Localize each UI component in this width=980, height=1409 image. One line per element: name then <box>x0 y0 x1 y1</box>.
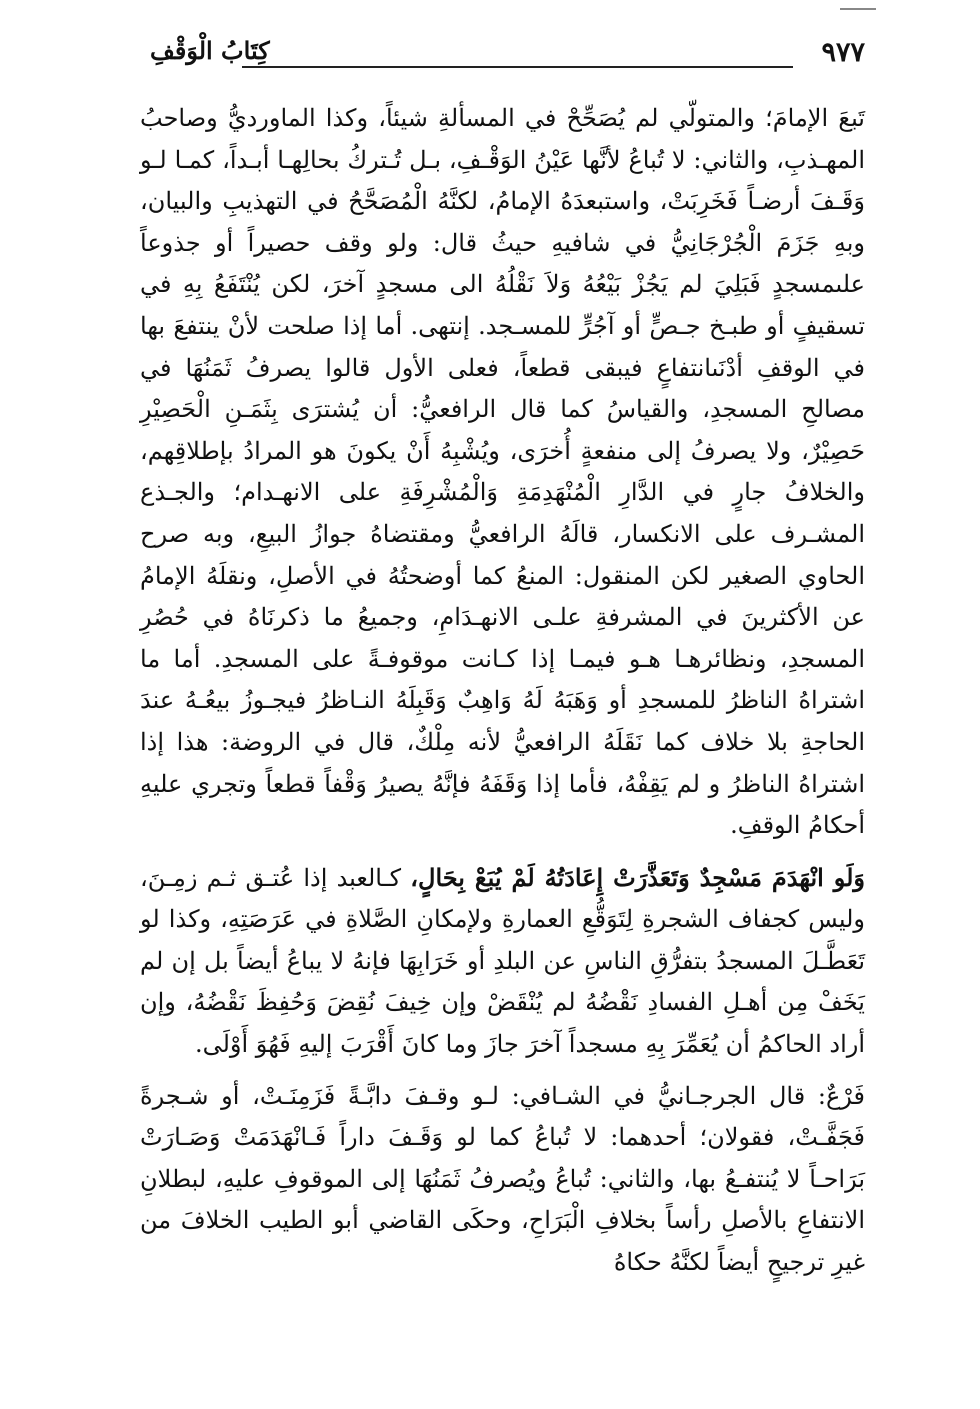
header-rule <box>242 66 793 68</box>
running-title: كِتَابُ الْوَقْفِ <box>150 36 270 65</box>
bold-matn-text: وَلَو انْهَدَمَ مَسْجِدٌ وَتَعَذَّرَتْ إِعَادَتُهُ لَمْ يُبَعْ بِحَالٍ، <box>410 862 866 892</box>
paragraph-text: تَبعَ الإمامَ؛ والمتولّي لم يُصَحِّحْ في المسألةِ شيئاً، وكذا الماورديُّ وصاحبُ المهـذبِ، والثاني: لا تُباعُ لأنَّها عَيْنُ الوَقْـفِ، بـل تُـتركُ بحالِهـا أبـداً، كمـا لـو وَقَـفَ أرضـاً فَخَرِبَتْ، واستبعدَهُ الإمامُ، لكنَّهُ الْمُصَحَّحُ في التهذيبِ والبيان، وبهِ جَزَمَ الْجُرْجَانِيُّ في شافيهِ حيثُ قال: ولو وقف حصيراً أو جذوعاً علىمسجدٍ فَبَلِيَ لم يَجُزْ بَيْعُهُ وَلاَ نَقْلُهُ الى مسجدٍ آخرَ، لكن يُنْتَفَعُ بِهِ في تسقيفٍ أو طبـخ جـصٍّ أو آجُرٍّ للمسـجد. إنتهى. أما إذا صلحت لأنْ ينتفعَ بها في الوقفِ أدْنَىانتفاعٍ فيبقى قطعاً، فعلى الأول قالوا يصرفُ ثَمَنُهَا في مصالحِ المسجدِ، والقياسُ كما قال الرافعيُّ: أن يُشترَى بِثَمَـنِ الْحَصِيْرِ حَصِيْرٌ، ولا يصرفُ إلى منفعةٍ أُخرَى، ويُشْبِهُ أَنْ يكونَ هو المرادُ بإطلاقِهم، والخلافُ جارٍ في الدَّارِ الْمُنْهَدِمَةِ وَالْمُشْرِفَةِ على الانهـدام؛ والجـذع المشـرف على الانكسار، قالَهُ الرافعيُّ ومقتضاهُ جوازُ البيعِ، وبه صرح الحاوي الصغير لكن المنقول: المنعُ كما أوضحتُهُ في الأصلِ، ونقلَهُ الإمامُ عن الأكثرينَ في المشرفةِ علـى الانهـدَامِ، وجميعُ ما ذكرنَاهُ في حُصُرِ المسجدِ، ونظائرهـا هـو فيمـا إذا كـانت موقوفـةً على المسجدِ. أما ما اشتراهُ الناظرُ للمسجدِ أو وَهَبَهُ لَهُ وَاهِبٌ وَقَبِلَهُ النـاظرُ فيجـوزُ بيعُـهُ عندَ الحاجةِ بلا خلاف كما نَقَلَهُ الرافعيُّ لأنه مِلْكٌ، قال في الروضة: هذا إذا اشتراهُ الناظرُ و لم يَقِفْهُ، فأما إذا وَقَفَهُ فإنَّهُ يصيرُ وَقْفاً قطعاً وتجري عليهِ أحكامُ الوقفِ. <box>140 104 866 840</box>
paragraph <box>140 1076 865 1284</box>
page-header <box>150 36 865 70</box>
page-number: ٩٧٧ <box>821 37 865 68</box>
paragraph-text: فَرْعٌ: قال الجرجـانيُّ في الشـافي: لـو وقـفَ دابَّـةً فَزَمِنَـتْ، أو شـجرةً فَجَفَّـتْ، فقولان؛ أحدهما: لا تُباعُ كما لو وَقَـفَ داراً فَـانْهَدَمَتْ وَصَـارَتْ بَرَاحـاً لا يُنتفـعُ بها، والثاني: تُباعُ ويُصرفُ ثَمَنُهَا إلى الموقوفِ عليهِ، لبطلانِ الانتفاعِ بالأصلِ رأساً بخلافِ الْبَرَاحِ، وحكَى القاضي أبو الطيب الخلافَ من غيرِ ترجيحٍ أيضاً لكنَّهُ حكاهُ <box>140 1081 866 1277</box>
scan-mark <box>840 8 876 10</box>
paragraph <box>140 857 865 1066</box>
paragraph-text: كـالعبد إذا عُتـق ثـم زمِـنَ، وليس كجفاف الشجرةِ لِتَوَقُّعِ العمارةِ ولإمكانِ الصَّلاةِ في عَرَصَتِهِ، وكذا لو تَعَطَّـلَ المسجدُ بتفرُّقِ الناسِ عن البلدِ أو خَرَابِهَا فإنهُ لا يباعُ أيضاً بل إن لم يَخَفْ مِن أهـلِ الفسادِ نَقْضُهُ لم يُنْقَضْ وإن خِيفَ نُقِضَ وَحُفِظَ نَقْضُهُ، وإن أراد الحاكمُ أن يُعَمِّرَ بِهِ مسجداً آخرَ جازَ وما كانَ أَقْرَبَ إليهِ فَهُوَ أَوْلَى. <box>140 863 865 1059</box>
paragraph <box>140 98 865 847</box>
body-text <box>140 98 865 1284</box>
